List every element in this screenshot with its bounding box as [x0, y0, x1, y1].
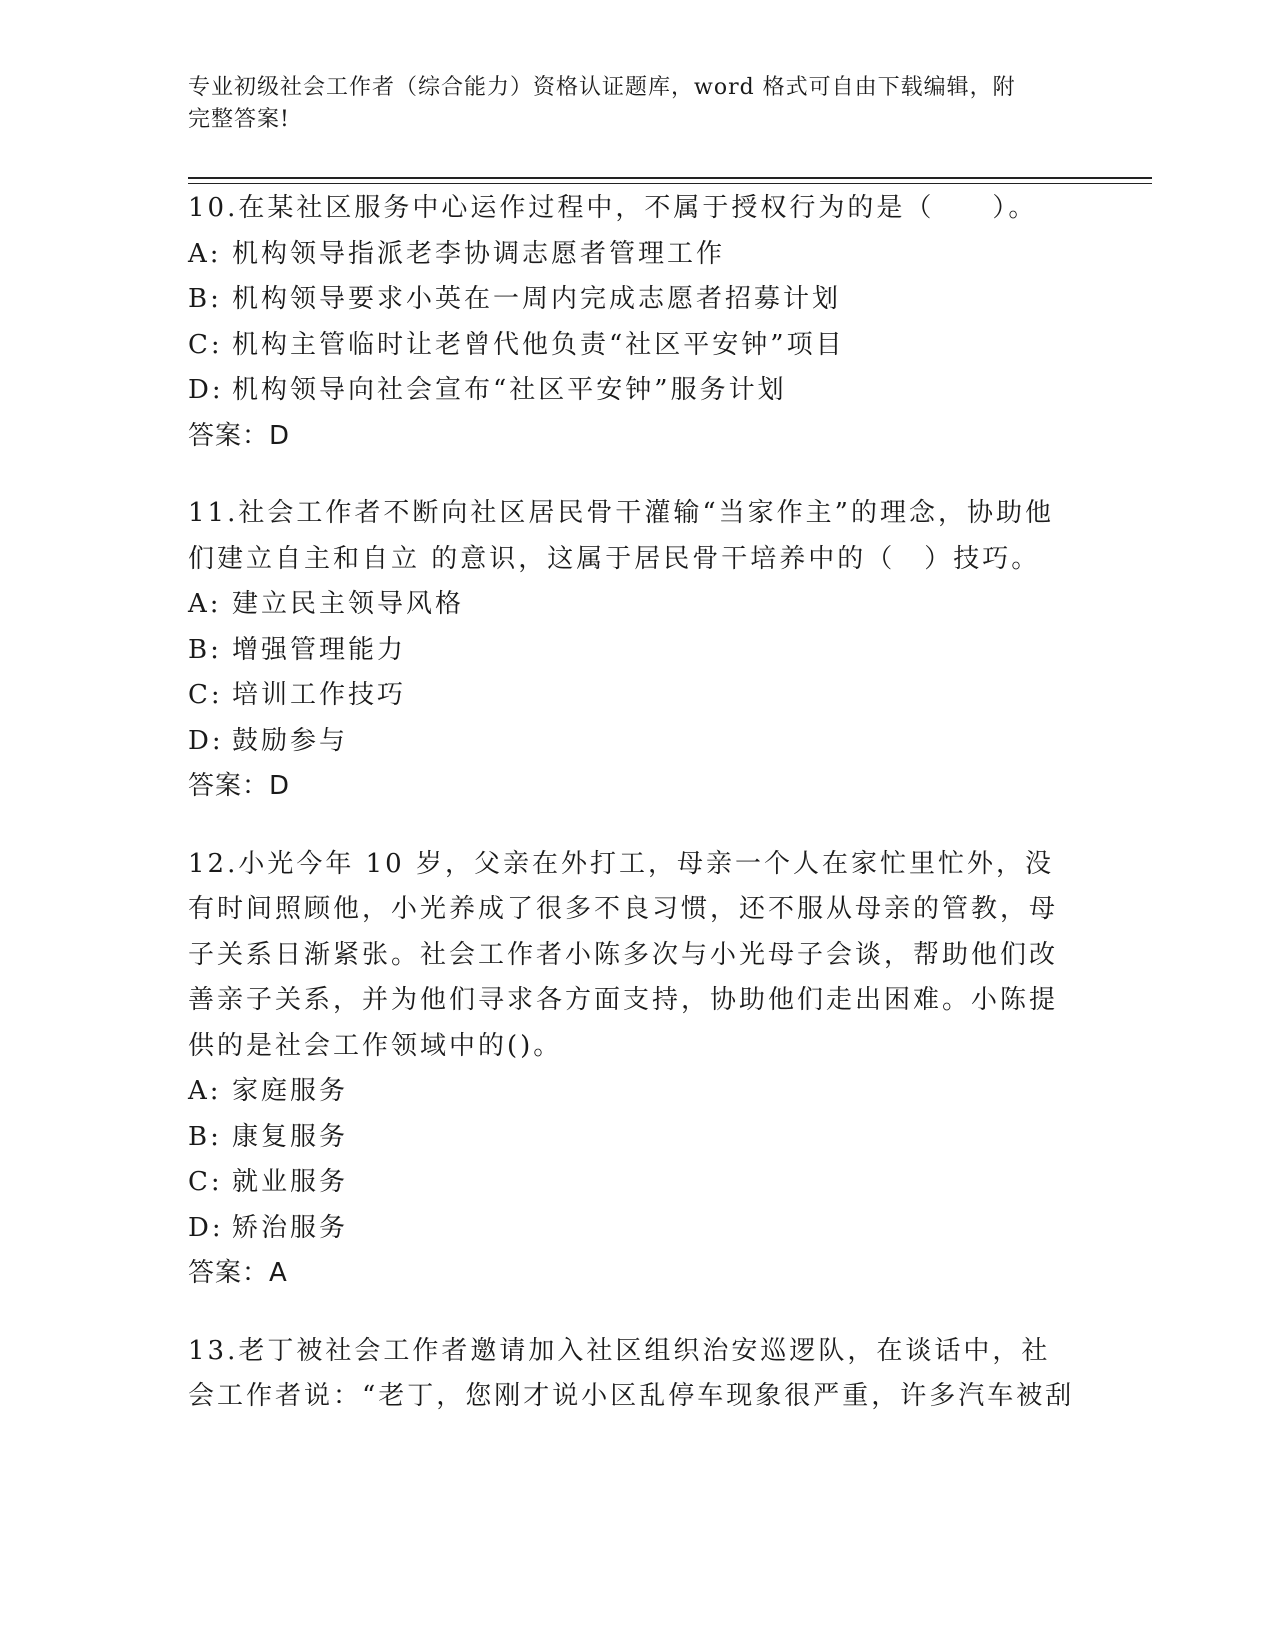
option-letter: B:	[188, 634, 222, 665]
option-text: 机构主管临时让老曾代他负责“社区平安钟”项目	[232, 329, 845, 360]
option-d	[188, 368, 1078, 414]
question-list	[188, 186, 1078, 1452]
answer-label: 答案：	[188, 1258, 270, 1288]
header-rule-thick	[188, 177, 1152, 179]
option-c	[188, 673, 1078, 719]
option-text: 矫治服务	[232, 1212, 349, 1243]
option-b	[188, 277, 1078, 323]
option-letter: D:	[188, 725, 224, 756]
option-letter: C:	[188, 680, 223, 710]
question-10	[188, 186, 1078, 459]
option-text: 就业服务	[232, 1167, 349, 1197]
answer-value: D	[269, 771, 291, 801]
answer-label: 答案：	[188, 420, 270, 451]
answer-line	[188, 764, 1078, 810]
option-letter: B:	[188, 284, 222, 314]
page-header	[188, 72, 1068, 136]
option-letter: C:	[188, 1167, 223, 1197]
option-text: 机构领导向社会宣布“社区平安钟”服务计划	[232, 375, 787, 405]
option-text: 机构领导要求小英在一周内完成志愿者招募计划	[232, 284, 842, 314]
option-text: 增强管理能力	[232, 634, 407, 665]
answer-value: D	[269, 420, 291, 451]
question-text: 小光今年 10 岁，父亲在外打工，母亲一个人在家忙里忙外，没有时间照顾他，小光养成了很多不良习惯，还不服从母亲的管教，母子关系日渐紧张。社会工作者小陈多次与小光母子会谈，帮助他们改善亲子关系，并为他们寻求各方面支持，协助他们走出困难。小陈提供的是社会工作领域中的()。	[188, 848, 1059, 1061]
question-12	[188, 842, 1078, 1297]
question-number: 13.	[188, 1335, 239, 1366]
option-text: 康复服务	[232, 1121, 349, 1152]
header-line-2: 完整答案!	[188, 107, 290, 132]
question-11	[188, 491, 1078, 810]
question-stem	[188, 842, 1078, 1070]
option-letter: D:	[188, 1212, 224, 1243]
option-text: 培训工作技巧	[232, 680, 407, 710]
option-letter: A:	[188, 238, 222, 269]
option-text: 鼓励参与	[232, 725, 349, 756]
header-line-1: 专业初级社会工作者（综合能力）资格认证题库，word 格式可自由下载编辑，附	[188, 75, 1016, 100]
option-b	[188, 1115, 1078, 1161]
option-letter: D:	[188, 375, 224, 405]
option-c	[188, 323, 1078, 369]
option-d	[188, 719, 1078, 765]
option-a	[188, 1069, 1078, 1115]
option-text: 机构领导指派老李协调志愿者管理工作	[232, 238, 726, 269]
question-number: 10.	[188, 193, 239, 223]
option-d	[188, 1206, 1078, 1252]
option-letter: A:	[188, 1076, 222, 1106]
answer-line	[188, 414, 1078, 460]
question-stem	[188, 186, 1078, 232]
option-b	[188, 628, 1078, 674]
question-text: 老丁被社会工作者邀请加入社区组织治安巡逻队，在谈话中，社会工作者说：“老丁，您刚才说小区乱停车现象很严重，许多汽车被刮	[188, 1335, 1075, 1411]
option-letter: C:	[188, 329, 223, 360]
answer-value: A	[269, 1258, 288, 1288]
question-number: 12.	[188, 848, 239, 879]
option-text: 家庭服务	[232, 1076, 349, 1106]
option-c	[188, 1160, 1078, 1206]
option-a	[188, 582, 1078, 628]
question-stem	[188, 1329, 1078, 1420]
option-text: 建立民主领导风格	[232, 589, 465, 619]
header-rule-thin	[188, 183, 1152, 184]
answer-line	[188, 1251, 1078, 1297]
option-letter: B:	[188, 1121, 222, 1152]
question-stem	[188, 491, 1078, 582]
question-number: 11.	[188, 498, 239, 528]
answer-label: 答案：	[188, 771, 270, 801]
question-text: 社会工作者不断向社区居民骨干灌输“当家作主”的理念，协助他们建立自主和自立 的意识，这属于居民骨干培养中的（ ）技巧。	[188, 498, 1054, 574]
question-text: 在某社区服务中心运作过程中，不属于授权行为的是（ ）。	[238, 193, 1038, 223]
option-letter: A:	[188, 589, 222, 619]
question-13	[188, 1329, 1078, 1420]
option-a	[188, 232, 1078, 278]
